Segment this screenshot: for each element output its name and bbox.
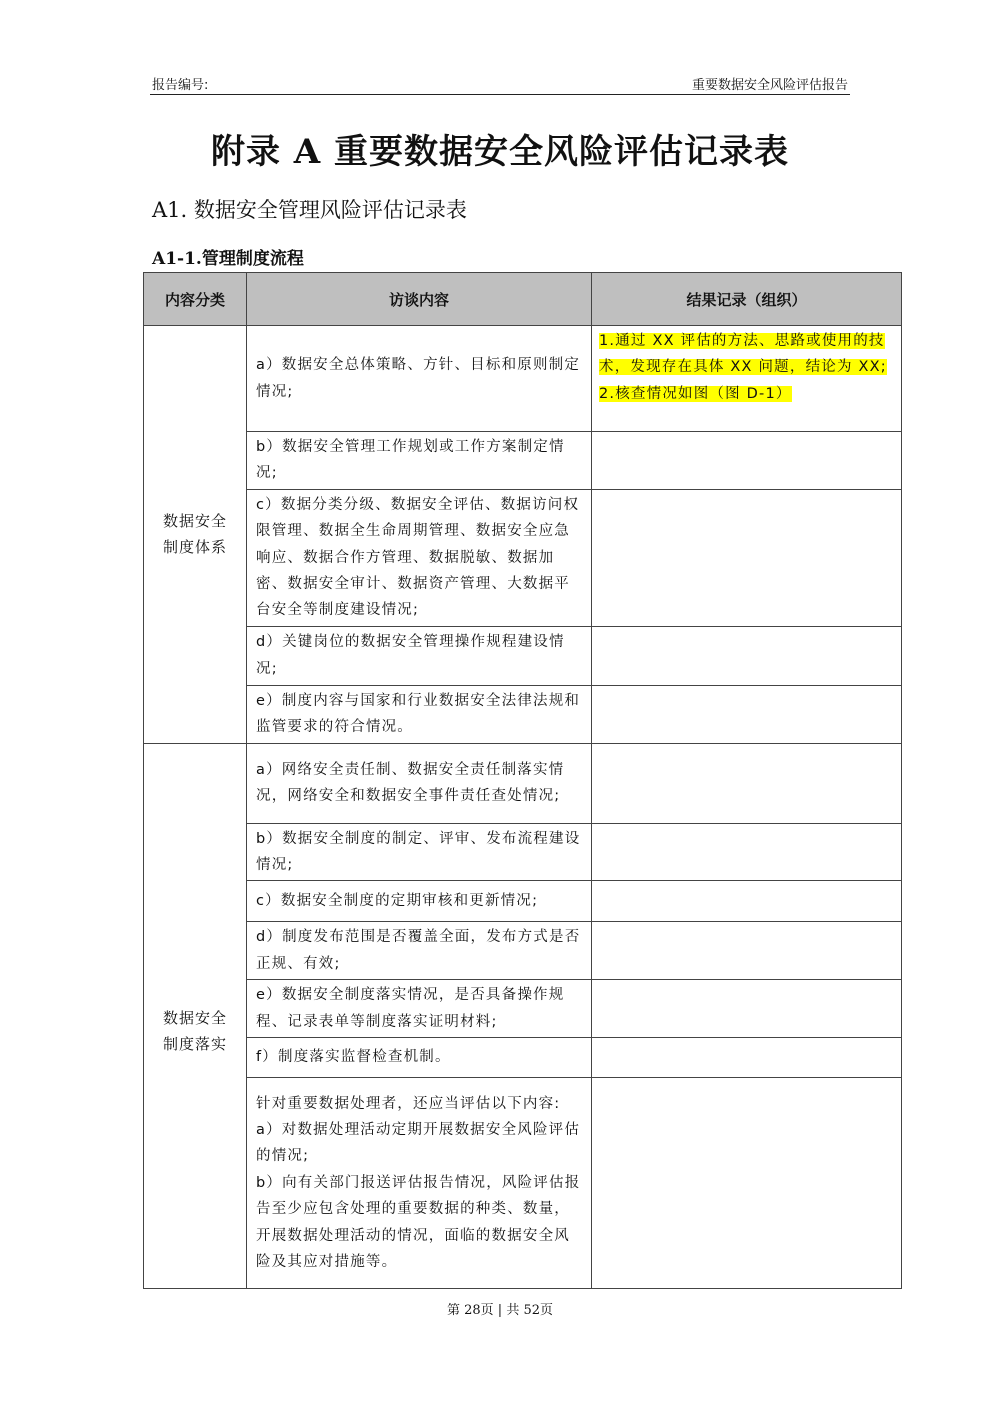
result-cell[interactable]: [592, 1038, 902, 1078]
interview-item: d）关键岗位的数据安全管理操作规程建设情况;: [247, 626, 592, 685]
table-row: [144, 432, 902, 490]
report-number-label: 报告编号:: [152, 78, 209, 93]
result-cell[interactable]: [592, 1078, 902, 1289]
table-row: [144, 980, 902, 1038]
interview-item: b）数据安全制度的制定、评审、发布流程建设情况;: [247, 823, 592, 881]
interview-item: e）制度内容与国家和行业数据安全法律法规和监管要求的符合情况。: [247, 685, 592, 743]
interview-item: c）数据分类分级、数据安全评估、数据访问权限管理、数据全生命周期管理、数据安全应急响应、数据合作方管理、数据脱敏、数据加密、数据安全审计、数据资产管理、大数据平台安全等制度建设情况;: [247, 489, 592, 626]
interview-item-extra: [247, 1078, 592, 1289]
result-cell[interactable]: [592, 326, 902, 432]
interview-item: f）制度落实监督检查机制。: [247, 1038, 592, 1078]
column-header-content: 访谈内容: [247, 273, 592, 326]
table-row: [144, 489, 902, 626]
report-title-header: 重要数据安全风险评估报告: [691, 78, 848, 93]
page-footer: 第 28页 | 共 52页: [447, 1303, 553, 1318]
column-header-category: 内容分类: [144, 273, 247, 326]
result-cell[interactable]: [592, 743, 902, 823]
table-row: [144, 1038, 902, 1078]
page-title: 附录 A 重要数据安全风险评估记录表: [210, 132, 790, 172]
category-label: 数据安全制度体系: [162, 512, 227, 557]
extra-intro: 针对重要数据处理者，还应当评估以下内容:: [256, 1095, 561, 1112]
table-row: [144, 743, 902, 823]
assessment-table: [143, 272, 902, 1289]
category-cell: [144, 326, 247, 744]
result-text-2: 2.核查情况如图（图 D-1）: [599, 385, 792, 402]
table-row: [144, 881, 902, 922]
extra-item-a: a）对数据处理活动定期开展数据安全风险评估的情况;: [256, 1122, 581, 1165]
column-header-result: 结果记录（组织）: [592, 273, 902, 326]
result-text-1: 1.通过 XX 评估的方法、思路或使用的技术，发现存在具体 XX 问题，结论为 XX;: [599, 333, 887, 376]
subsection-heading: A1-1.管理制度流程: [152, 249, 304, 269]
interview-item: d）制度发布范围是否覆盖全面，发布方式是否正规、有效;: [247, 922, 592, 980]
table-row: [144, 1078, 902, 1289]
category-cell: [144, 743, 247, 1288]
table-row: [144, 922, 902, 980]
category-label: 数据安全制度落实: [162, 1008, 227, 1053]
section-heading: A1. 数据安全管理风险评估记录表: [152, 198, 467, 222]
table-row: [144, 326, 902, 432]
interview-item: b）数据安全管理工作规划或工作方案制定情况;: [247, 432, 592, 490]
interview-item: e）数据安全制度落实情况，是否具备操作规程、记录表单等制度落实证明材料;: [247, 980, 592, 1038]
result-cell[interactable]: [592, 922, 902, 980]
result-cell[interactable]: [592, 980, 902, 1038]
table-row: [144, 823, 902, 881]
table-row: [144, 685, 902, 743]
table-header-row: [144, 273, 902, 326]
result-cell[interactable]: [592, 489, 902, 626]
result-cell[interactable]: [592, 432, 902, 490]
result-cell[interactable]: [592, 881, 902, 922]
interview-item: a）数据安全总体策略、方针、目标和原则制定情况;: [247, 326, 592, 432]
extra-item-b: b）向有关部门报送评估报告情况，风险评估报告至少应包含处理的重要数据的种类、数量，开展数据处理活动的情况，面临的数据安全风险及其应对措施等。: [256, 1174, 581, 1271]
page-header: [150, 72, 850, 95]
table-row: [144, 626, 902, 685]
result-cell[interactable]: [592, 685, 902, 743]
interview-item: a）网络安全责任制、数据安全责任制落实情况，网络安全和数据安全事件责任查处情况;: [247, 743, 592, 823]
result-cell[interactable]: [592, 626, 902, 685]
interview-item: c）数据安全制度的定期审核和更新情况;: [247, 881, 592, 922]
result-cell[interactable]: [592, 823, 902, 881]
